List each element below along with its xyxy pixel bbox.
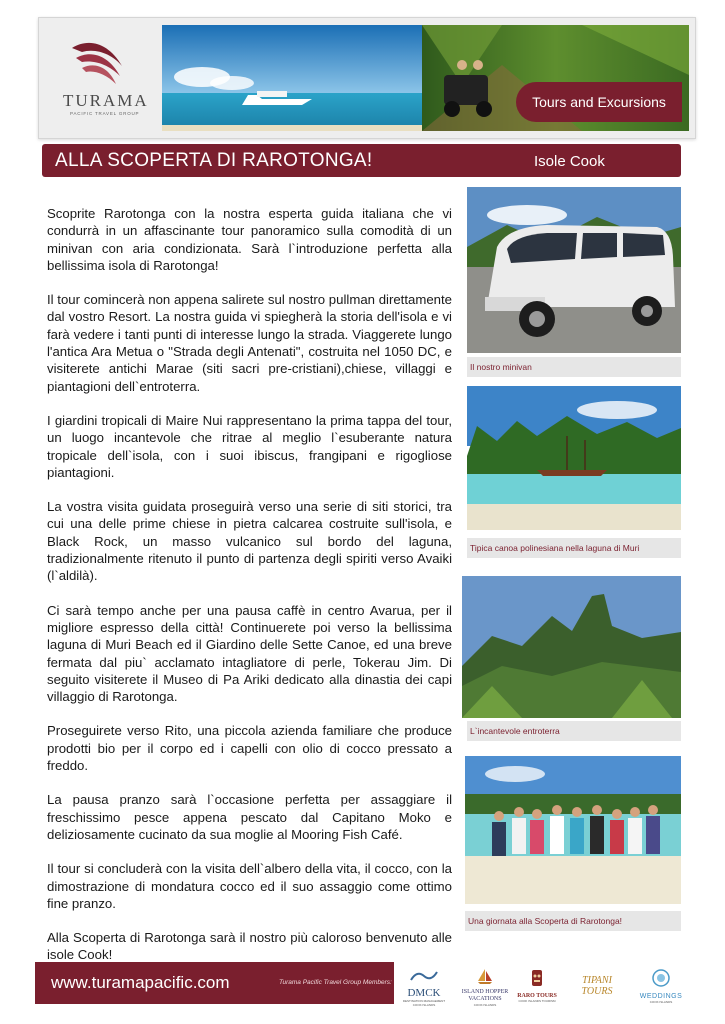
member-logo-raro-tours: RARO TOURS COOK ISLANDS TOURISM xyxy=(516,968,558,1003)
caption-canoe: Tipica canoa polinesiana nella laguna di Muri xyxy=(467,538,681,558)
paragraph-intro: Scoprite Rarotonga con la nostra esperta guida italiana che vi condurrà in un affascinante tour panoramico sulla comodità di un minivan con aria condizionata. Sarà l`introduzione perfetta alla bellissima isola di Rarotonga! xyxy=(47,206,452,273)
member-logo-tipani-tours: TIPANI TOURS xyxy=(581,975,613,997)
paragraph-coffee: Ci sarà tempo anche per una pausa caffè in centro Avarua, per il migliore espresso della città! Continuerete poi verso la bellissima laguna di Muri Beach ed il Giardino delle Sette Canoe, ed una breve fermata dal piu` acclamato intagliatore di perle, Tokerau Jim. Di seguito visiterete il Museo di Pa Ariki dedicato alla dinastia dei capi villaggio di Rarotonga. xyxy=(47,602,452,705)
caption-group: Una giornata alla Scoperta di Rarotonga! xyxy=(465,911,681,931)
website-link[interactable]: www.turamapacific.com xyxy=(51,973,230,992)
page-title: ALLA SCOPERTA DI RAROTONGA! xyxy=(55,150,373,171)
members-label: Turama Pacific Travel Group Members: xyxy=(279,979,392,986)
member-logo-weddings: WEDDINGS COOK ISLANDS xyxy=(636,968,686,1004)
tours-and-excursions-tag: Tours and Excursions xyxy=(516,82,682,122)
dmck-wave-icon xyxy=(409,968,439,982)
turama-logo-icon xyxy=(68,38,128,90)
canoe-lagoon-photo xyxy=(467,386,681,530)
raro-tours-tiki-icon xyxy=(528,968,546,988)
paragraph-historic-sites: La vostra visita guidata proseguirà verso una serie di siti storici, tra cui una delle prime chiese in pietra calcarea costruite sull'isola, e Black Rock, un masso vulcanico sul bordo del laguna, tradizionalmente ritenuto il punto di partenza degli spiriti verso Avaiki (l`aldilà). xyxy=(47,499,452,584)
paragraph-closing: Alla Scoperta di Rarotonga sarà il nostro più caloroso benvenuto alle isole Cook! xyxy=(47,930,452,963)
paragraph-start: Il tour comincerà non appena salirete sul nostro pullman direttamente dal vostro Resort. La nostra guida vi spiegherà la storia dell'isola e vi farà vedere i tanti punti di interesse lungo la strada. Viaggerete lungo l'antica Ara Metua o "Strada degli Antenati", costruita nel 1050 DC, e visiterete antichi Marae (siti sacri pre-cristiani),chiese, villaggi e piantagioni dell`entroterra. xyxy=(47,292,452,394)
region-label: Isole Cook xyxy=(534,153,605,170)
minivan-photo xyxy=(467,187,681,353)
weddings-rings-icon xyxy=(651,968,671,988)
paragraph-gardens: I giardini tropicali di Maire Nui rappresentano la prima tappa del tour, un luogo incantevole che ritrae al meglio l`esuberante natura tropicale dell`isola, con i suoi ibiscus, frangipani e rigogliose piantagioni. xyxy=(47,412,452,480)
title-bar xyxy=(42,144,681,177)
paragraph-tree-of-life: Il tour si concluderà con la visita dell`albero della vita, il cocco, con la dimostrazione di mondatura cocco ed il suo assaggio come ottimo fine pranzo. xyxy=(47,861,452,911)
member-logo-dmck: DMCK DESTINATION MANAGEMENT COOK ISLANDS xyxy=(402,968,446,1007)
member-logo-island-hopper: ISLAND HOPPER VACATIONS COOK ISLANDS xyxy=(460,968,510,1007)
article-body xyxy=(47,205,452,981)
inland-photo xyxy=(462,576,681,718)
caption-inland: L`incantevole entroterra xyxy=(467,721,681,741)
footer-bar xyxy=(35,962,394,1004)
paragraph-rito: Proseguirete verso Rito, una piccola azienda familiare che produce prodotti bio per il corpo ed i capelli con olio di cocco pressato a freddo. xyxy=(47,723,452,774)
paragraph-lunch: La pausa pranzo sarà l`occasione perfetta per assaggiare il freschissimo pesce appena pescato dal Capitano Moko e deliziosamente cucinato da sua moglie al Mooring Fish Café. xyxy=(47,792,452,842)
brand-name: TURAMA xyxy=(63,91,149,110)
caption-minivan: Il nostro minivan xyxy=(467,357,681,377)
group-photo xyxy=(465,756,681,904)
brand-subtitle: PACIFIC TRAVEL GROUP xyxy=(70,111,140,116)
island-hopper-sail-icon xyxy=(474,968,496,984)
